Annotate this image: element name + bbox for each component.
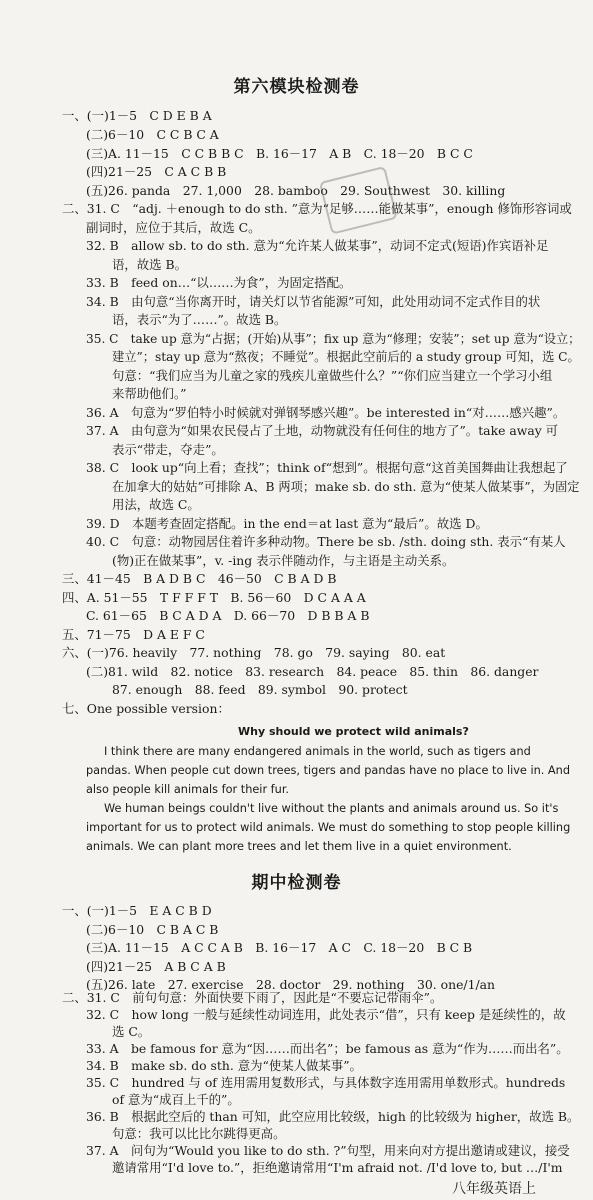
answer-line: 句意：“我们应当为儿童之家的残疾儿童做些什么？”“你们应当建立一个学习小组 xyxy=(112,368,553,383)
essay-line: I think there are many endangered animals in the world, such as tigers and xyxy=(104,745,531,758)
answer-line: 表示“带走，夺走”。 xyxy=(112,442,224,457)
answer-line: 二、31. C “adj. ＋enough to do sth. ”意为“足够……能做某事”，enough 修饰形容词或 xyxy=(62,201,572,216)
answer-line: (二)6－10 C B A C B xyxy=(86,922,219,937)
page-footer: 八年级英语上 xyxy=(452,1181,536,1197)
answer-line: 39. D 本题考查固定搭配。in the end＝at last 意为“最后”。故选 D。 xyxy=(86,516,488,531)
answer-line: 用法，故选 C。 xyxy=(112,497,200,512)
answer-line: 语，表示“为了……”。故选 B。 xyxy=(112,312,287,327)
answer-line: 87. enough 88. feed 89. symbol 90. protect xyxy=(112,682,408,697)
answer-line: 句意：我可以比比尔跳得更高。 xyxy=(112,1126,286,1141)
answer-line: 建立”；stay up 意为“熬夜；不睡觉”。根据此空前后的 a study group 可知，选 C。 xyxy=(112,349,580,364)
section2-title: 期中检测卷 xyxy=(251,873,342,893)
answer-line: 四、A. 51－55 T F F F T B. 56－60 D C A A A xyxy=(62,590,366,605)
answer-line: 32. B allow sb. to do sth. 意为“允许某人做某事”，动词不定式(短语)作宾语补足 xyxy=(86,238,549,253)
section1-title: 第六模块检测卷 xyxy=(233,77,360,97)
essay-line: also people kill animals for their fur. xyxy=(86,783,290,796)
answer-line: 32. C how long 一般与延续性动词连用，此处表示“借”，只有 keep 是延续性的，故 xyxy=(86,1007,566,1022)
answer-line: (二)81. wild 82. notice 83. research 84. peace 85. thin 86. danger xyxy=(86,664,539,679)
answer-line: C. 61－65 B C A D A D. 66－70 D B B A B xyxy=(86,608,370,623)
answer-line: 三、41－45 B A D B C 46－50 C B A D B xyxy=(62,571,337,586)
answer-line: (五)26. panda 27. 1,000 28. bamboo 29. Southwest 30. killing xyxy=(86,183,506,198)
answer-line: of 意为“成百上千的”。 xyxy=(112,1092,240,1107)
stamp-border xyxy=(319,166,398,235)
answer-line: (四)21－25 A B C A B xyxy=(86,959,226,974)
answer-line: 一、(一)1－5 E A C B D xyxy=(62,903,212,918)
essay-line: pandas. When people cut down trees, tigers and pandas have no place to live in. And xyxy=(86,764,570,777)
answer-line: (三)A. 11－15 C C B B C B. 16－17 A B C. 18－20 B C C xyxy=(86,146,473,161)
answer-line: 语，故选 B。 xyxy=(112,257,187,272)
answer-line: 五、71－75 D A E F C xyxy=(62,627,205,642)
answer-line: (二)6－10 C C B C A xyxy=(86,127,219,142)
answer-line: 来帮助他们。” xyxy=(112,386,187,401)
answer-line: 副词时，应位于其后，故选 C。 xyxy=(86,220,261,235)
answer-line: 37. A 由句意为“如果农民侵占了土地，动物就没有任何住的地方了”。take away 可 xyxy=(86,423,559,438)
essay-line: important for us to protect wild animals. We must do something to stop people killing xyxy=(86,821,571,834)
answer-line: 七、One possible version： xyxy=(62,701,230,716)
answer-line: 36. A 句意为“罗伯特小时候就对弹钢琴感兴趣”。be interested in“对……感兴趣”。 xyxy=(86,405,566,420)
answer-line: 六、(一)76. heavily 77. nothing 78. go 79. saying 80. eat xyxy=(62,645,446,660)
answer-line: 33. B feed on…“以……为食”，为固定搭配。 xyxy=(86,275,352,290)
essay-line: animals. We can plant more trees and let them live in a quiet environment. xyxy=(86,840,512,853)
answer-line: (五)26. late 27. exercise 28. doctor 29. nothing 30. one/1/an xyxy=(86,977,496,992)
answer-line: (物)正在做某事”，v. -ing 表示伴随动作，与主语是主动关系。 xyxy=(112,553,455,568)
answer-line: (四)21－25 C A C B B xyxy=(86,164,227,179)
answer-line: 37. A 问句为“Would you like to do sth. ?”句型，用来向对方提出邀请或建议，接受 xyxy=(86,1143,570,1158)
answer-line: (三)A. 11－15 A C C A B B. 16－17 A C C. 18－20 B C B xyxy=(86,940,473,955)
answer-line: 35. C hundred 与 of 连用需用复数形式，与具体数字连用需用单数形式。hundreds xyxy=(86,1075,566,1090)
answer-line: 一、(一)1－5 C D E B A xyxy=(62,108,212,123)
answer-line: 33. A be famous for 意为“因……而出名”；be famous as 意为“作为……而出名”。 xyxy=(86,1041,569,1056)
answer-line: 选 C。 xyxy=(112,1024,151,1039)
answer-line: 38. C look up“向上看；查找”；think of“想到”。根据句意“这首美国舞曲让我想起了 xyxy=(86,460,568,475)
answer-line: 40. C 句意：动物园居住着许多种动物。There be sb. /sth. doing sth. 表示“有某人 xyxy=(86,534,566,549)
answer-line: 34. B make sb. do sth. 意为“使某人做某事”。 xyxy=(86,1058,362,1073)
answer-line: 邀请常用“I'd love to.”，拒绝邀请常用“I'm afraid not. /I'd love to, but …/I'm xyxy=(112,1160,563,1175)
answer-line: 34. B 由句意“当你离开时，请关灯以节省能源”可知，此处用动词不定式作目的状 xyxy=(86,294,541,309)
answer-line: 在加拿大的姑姑”可排除 A、B 两项；make sb. do sth. 意为“使某人做某事”，为固定 xyxy=(112,479,580,494)
answer-line: 二、31. C 前句句意：外面快要下雨了，因此是“不要忘记带雨伞”。 xyxy=(62,990,443,1005)
essay-title: Why should we protect wild animals? xyxy=(238,725,469,738)
answer-line: 35. C take up 意为“占据；(开始)从事”；fix up 意为“修理；安装”；set up 意为“设立； xyxy=(86,331,581,346)
essay-line: We human beings couldn't live without the plants and animals around us. So it's xyxy=(104,802,559,815)
answer-line: 36. B 根据此空后的 than 可知，此空应用比较级，high 的比较级为 higher，故选 B。 xyxy=(86,1109,580,1124)
